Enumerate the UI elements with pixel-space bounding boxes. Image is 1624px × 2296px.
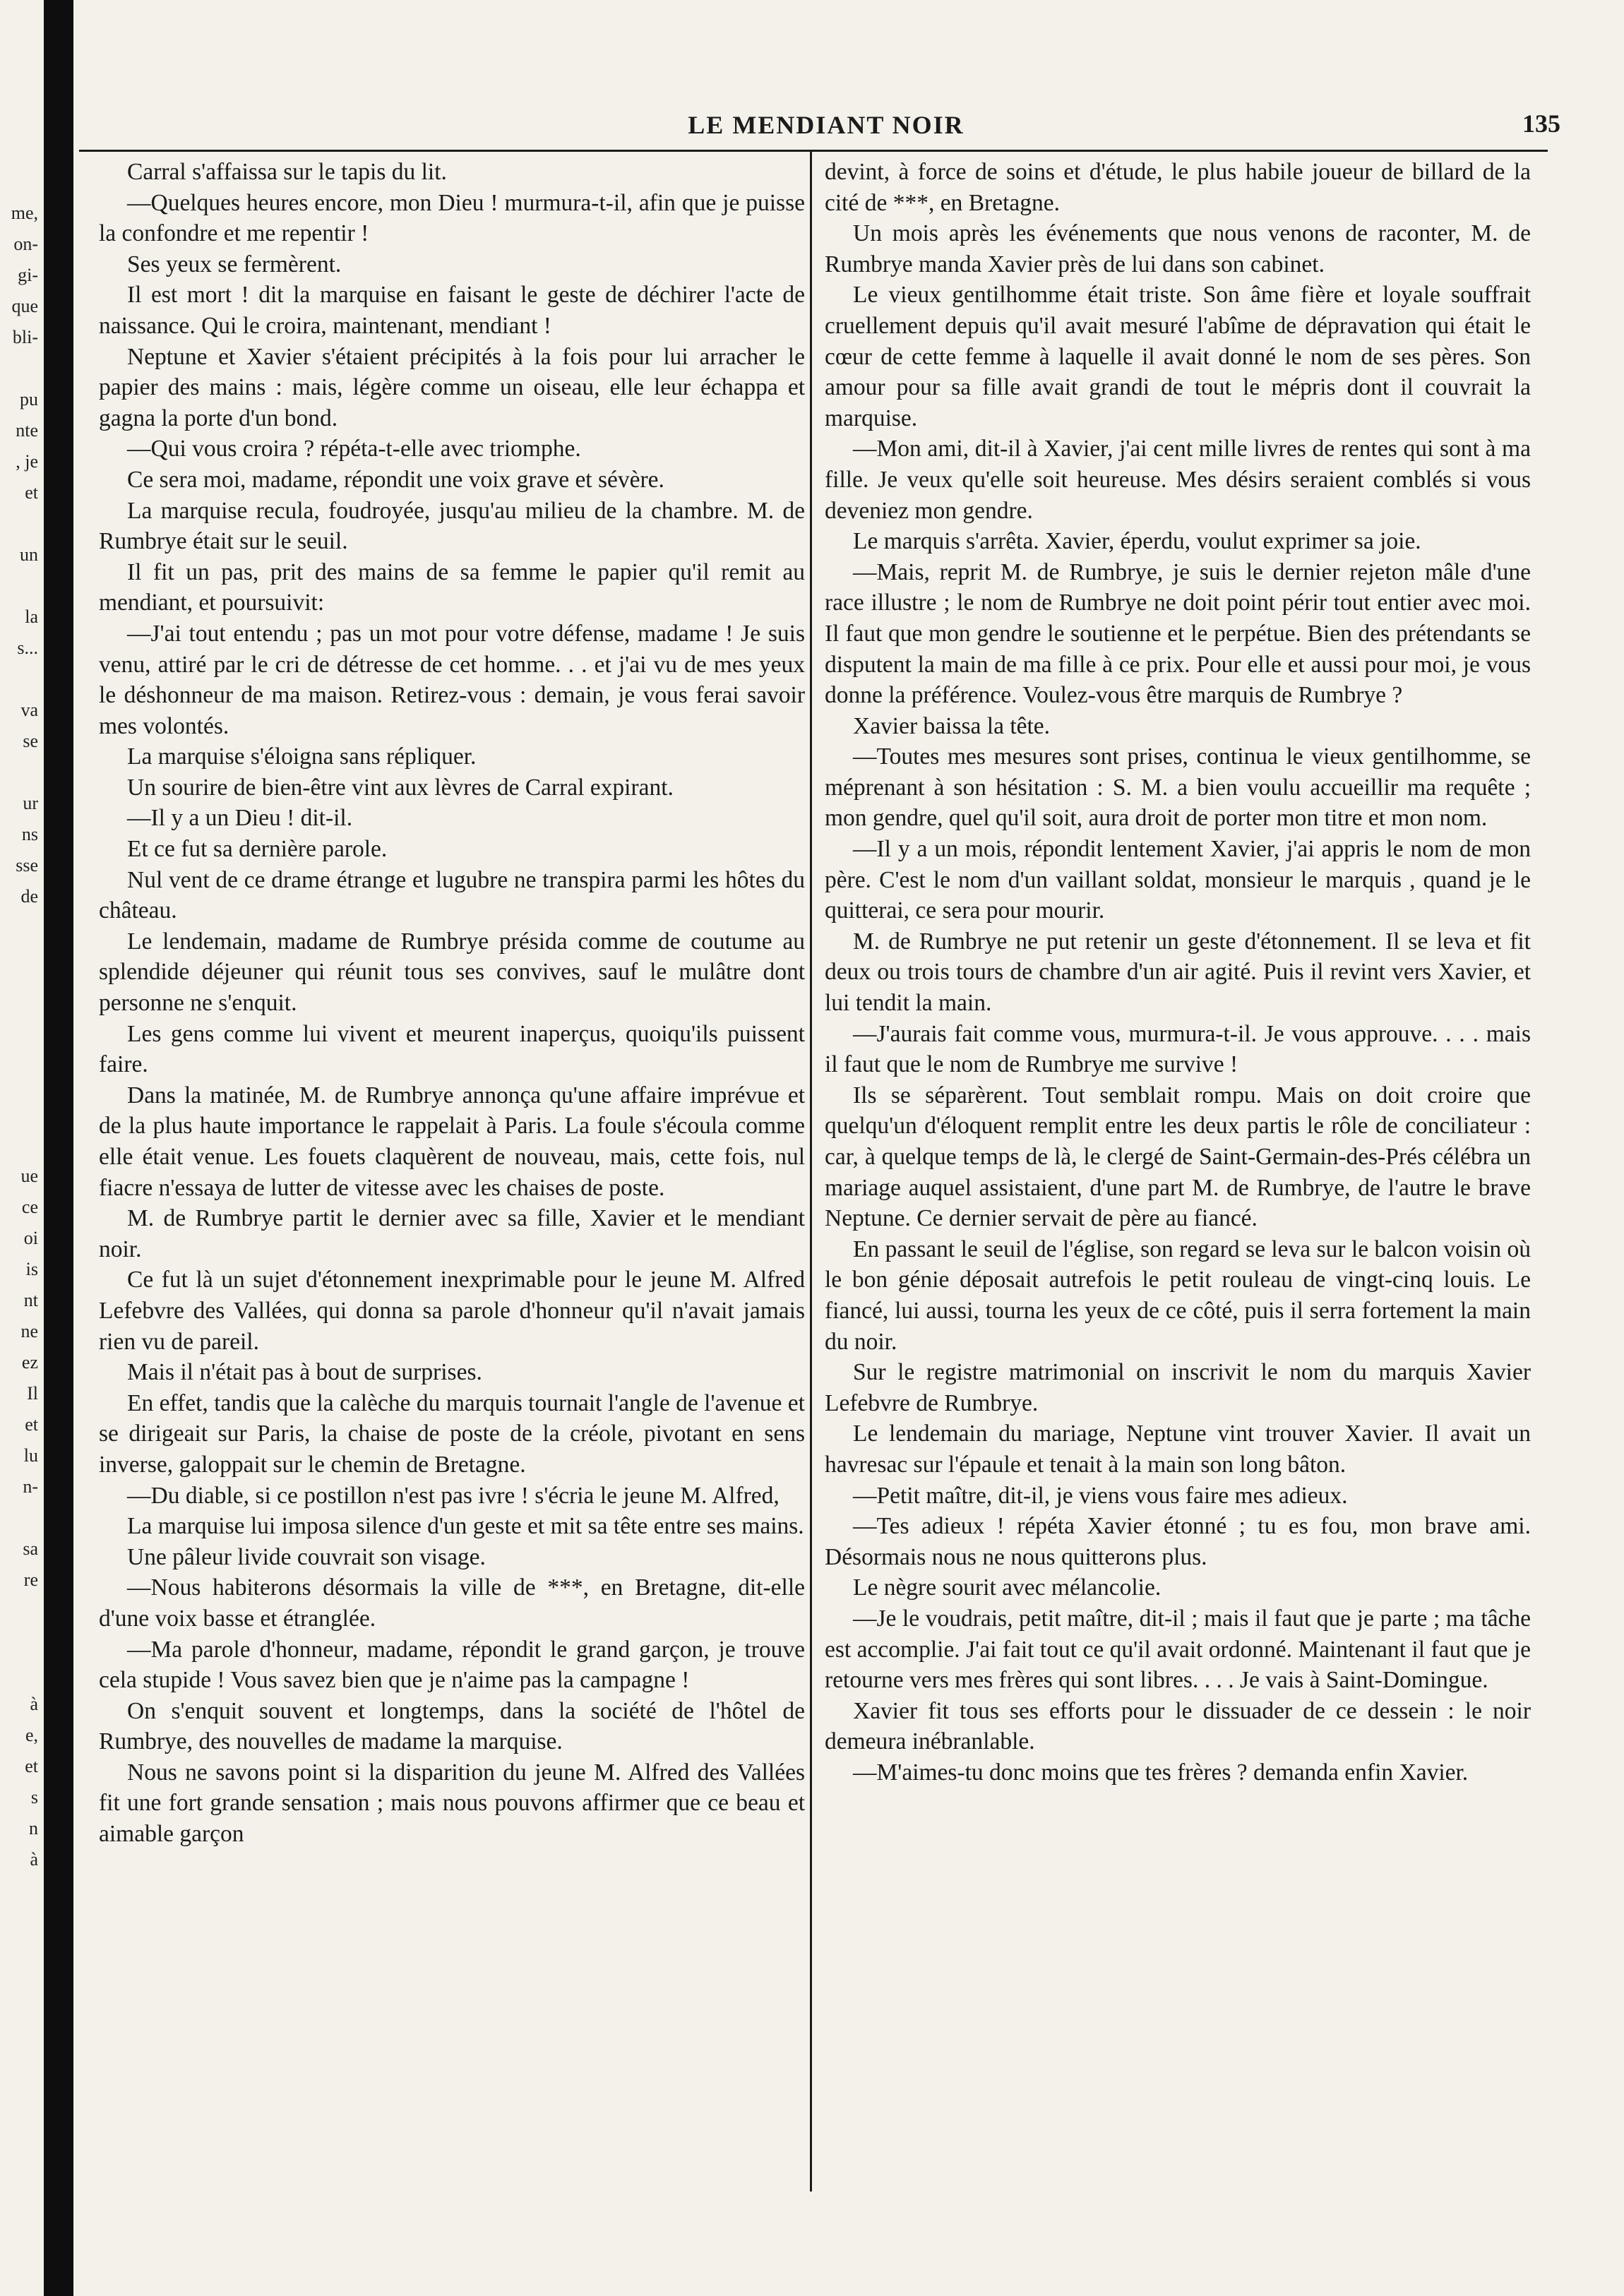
paragraph: En effet, tandis que la calèche du marquis tournait l'angle de l'avenue et se dirigeait sur Paris, la chaise de poste de la créole, pivotant en sens inverse, galoppait sur le chemin de Bretagne. <box>99 1389 805 1478</box>
paragraph: —Nous habiterons désormais la ville de ***, en Bretagne, dit-elle d'une voix basse et étranglée. <box>99 1574 805 1632</box>
fragment-text: n <box>29 1818 38 1838</box>
paragraph: Ses yeux se fermèrent. <box>127 251 342 277</box>
paragraph: M. de Rumbrye partit le dernier avec sa fille, Xavier et le mendiant noir. <box>99 1205 805 1262</box>
paragraph: —Quelques heures encore, mon Dieu ! murmura-t-il, afin que je puisse la confondre et me repentir ! <box>99 189 805 247</box>
running-head: LE MENDIANT NOIR <box>688 111 965 139</box>
fragment-text <box>0 974 41 1005</box>
fragment-text: et <box>25 482 38 503</box>
paragraph: Ce fut là un sujet d'étonnement inexprimable pour le jeune M. Alfred Lefebvre des Vallées, qui donna sa parole d'honneur qu'il n'avait jamais rien vu de pareil. <box>99 1267 805 1355</box>
fragment-text: ue <box>20 1166 38 1186</box>
fragment-text <box>0 1658 41 1689</box>
paragraph: Un sourire de bien-être vint aux lèvres de Carral expirant. <box>127 774 674 801</box>
paragraph: Il fit un pas, prit des mains de sa femme le papier qu'il remit au mendiant, et poursuivit: <box>99 558 805 616</box>
paragraph: Ce sera moi, madame, répondit une voix grave et sévère. <box>127 466 664 493</box>
paragraph: —Mais, reprit M. de Rumbrye, je suis le dernier rejeton mâle d'une race illustre ; le nom de Rumbrye ne doit point périr tout entier avec moi. Il faut que mon gendre le soutienne et le perpétue. Bien des prétendants se disputent la main de ma fille à ce prix. Pour elle et aussi pour moi, je vous donne la préférence. Voulez-vous être marquis de Rumbrye ? <box>825 558 1531 709</box>
paragraph: —Tes adieux ! répéta Xavier étonné ; tu es fou, mon brave ami. Désormais nous ne nous quitterons plus. <box>825 1513 1531 1570</box>
paragraph: —M'aimes-tu donc moins que tes frères ? demanda enfin Xavier. <box>853 1759 1469 1786</box>
fragment-text: ez <box>21 1352 38 1373</box>
paragraph: Les gens comme lui vivent et meurent inaperçus, quoiqu'ils puissent faire. <box>99 1020 805 1078</box>
fragment-text <box>0 1068 41 1099</box>
fragment-text <box>0 353 41 384</box>
paragraph: —Mon ami, dit-il à Xavier, j'ai cent mille livres de rentes qui sont à ma fille. Je veux qu'elle soit heureuse. Mes désirs seraient comblés si vous deveniez mon gendre. <box>825 436 1531 524</box>
fragment-text: s... <box>17 638 38 658</box>
fragment-text: ur <box>23 793 38 813</box>
fragment-text <box>0 664 41 695</box>
paragraph: —Toutes mes mesures sont prises, continua le vieux gentilhomme, se méprenant à son hésitation : S. M. a bien voulu accueillir ma requête ; mon gendre, quel qu'il soit, aura droit de porter mon titre et mon nom. <box>825 743 1531 832</box>
paragraph: —Il y a un Dieu ! dit-il. <box>127 805 353 832</box>
paragraph: Le lendemain, madame de Rumbrye présida comme de coutume au splendide déjeuner qui réunit tous ses convives, sauf le mulâtre dont personne ne s'enquit. <box>99 928 805 1017</box>
fragment-text: et <box>25 1756 38 1776</box>
paragraph: Le marquis s'arrêta. Xavier, éperdu, voulut exprimer sa joie. <box>853 528 1421 555</box>
paragraph: Xavier fit tous ses efforts pour le dissuader de ce dessein : le noir demeura inébranlable. <box>825 1697 1531 1755</box>
paragraph: Ils se séparèrent. Tout semblait rompu. Mais on doit croire que quelqu'un d'éloquent remplit entre les deux partis le rôle de conciliateur : car, à quelque temps de là, le clergé de Saint-Germain-des-Prés célébra un mariage auquel assistaient, d'une part M. de Rumbrye, de l'autre le brave Neptune. Ce dernier servait de père au fiancé. <box>825 1082 1531 1232</box>
fragment-text: s <box>30 1787 38 1807</box>
fragment-text: va <box>20 700 38 720</box>
fragment-text <box>0 1596 41 1627</box>
paragraph: La marquise lui imposa silence d'un geste et mit sa tête entre ses mains. <box>127 1513 804 1540</box>
fragment-text: et <box>25 1414 38 1435</box>
paragraph: On s'enquit souvent et longtemps, dans la société de l'hôtel de Rumbrye, des nouvelles de madame la marquise. <box>99 1697 805 1755</box>
page-header <box>92 106 1560 148</box>
page-number: 135 <box>1522 109 1560 138</box>
paragraph: Xavier baissa la tête. <box>853 712 1051 739</box>
fragment-text: e, <box>25 1725 38 1745</box>
fragment-text <box>0 1005 41 1036</box>
fragment-text: on- <box>13 234 38 254</box>
fragment-text: , je <box>16 451 38 472</box>
paragraph: Un mois après les événements que nous venons de raconter, M. de Rumbrye manda Xavier près de lui dans son cabinet. <box>825 220 1531 277</box>
fragment-text: bli- <box>12 327 38 347</box>
paragraph: —Il y a un mois, répondit lentement Xavier, j'ai appris le nom de mon père. C'est le nom d'un vaillant soldat, monsieur le marquis , quand je le quitterai, ce sera pour mourir. <box>825 836 1531 924</box>
previous-page-fragments <box>0 198 41 2245</box>
fragment-text: à <box>30 1694 38 1714</box>
paragraph: Une pâleur livide couvrait son visage. <box>127 1543 486 1570</box>
paragraph: devint, à force de soins et d'étude, le plus habile joueur de billard de la cité de ***, en Bretagne. <box>825 159 1531 216</box>
paragraph: Carral s'affaissa sur le tapis du lit. <box>127 159 447 185</box>
fragment-text <box>0 757 41 788</box>
paragraph: Dans la matinée, M. de Rumbrye annonça qu'une affaire imprévue et de la plus haute importance le rappelait à Paris. La foule s'écoula comme elle était venue. Les fouets claquèrent de nouveau, mais, cette fois, nul fiacre n'essaya de lutter de vitesse avec les chaises de poste. <box>99 1082 805 1201</box>
fragment-text: nte <box>16 420 38 441</box>
paragraph: Nul vent de ce drame étrange et lugubre ne transpira parmi les hôtes du château. <box>99 866 805 924</box>
paragraph: Et ce fut sa dernière parole. <box>127 836 388 863</box>
paragraph: —Ma parole d'honneur, madame, répondit le grand garçon, je trouve cela stupide ! Vous savez bien que je n'aime pas la campagne ! <box>99 1636 805 1694</box>
fragment-text: ns <box>21 824 38 844</box>
fragment-text: is <box>25 1259 38 1279</box>
paragraph: —Du diable, si ce postillon n'est pas ivre ! s'écria le jeune M. Alfred, <box>127 1482 780 1509</box>
header-rule <box>79 150 1548 152</box>
fragment-text: se <box>23 731 38 751</box>
paragraph: —J'aurais fait comme vous, murmura-t-il. Je vous approuve. . . . mais il faut que le nom de Rumbrye me survive ! <box>825 1020 1531 1078</box>
fragment-text: sa <box>23 1538 38 1559</box>
left-column <box>99 157 805 1850</box>
fragment-text: ce <box>21 1197 38 1217</box>
fragment-text: nt <box>23 1290 38 1310</box>
fragment-text <box>0 912 41 943</box>
paragraph: —J'ai tout entendu ; pas un mot pour votre défense, madame ! Je suis venu, attiré par le cri de détresse de cet homme. . . et j'ai vu de mes yeux le déshonneur de ma maison. Retirez-vous : demain, je vous ferai savoir mes volontés. <box>99 620 805 739</box>
fragment-text: oi <box>23 1228 38 1248</box>
fragment-text <box>0 1627 41 1658</box>
paragraph: Neptune et Xavier s'étaient précipités à la fois pour lui arracher le papier des mains : mais, légère comme un oiseau, elle leur échappa et gagna la porte d'un bond. <box>99 343 805 431</box>
column-divider <box>810 151 812 2192</box>
fragment-text: un <box>20 544 38 565</box>
paragraph: —Qui vous croira ? répéta-t-elle avec triomphe. <box>127 436 581 462</box>
right-column <box>825 157 1531 1788</box>
paragraph: Sur le registre matrimonial on inscrivit le nom du marquis Xavier Lefebvre de Rumbrye. <box>825 1359 1531 1416</box>
fragment-text <box>0 1130 41 1161</box>
paragraph: En passant le seuil de l'église, son regard se leva sur le balcon voisin où le bon génie déposait autrefois le petit rouleau de vingt-cinq louis. Le fiancé, lui aussi, tourna les yeux de ce côté, puis il serra fortement la main du noir. <box>825 1236 1531 1355</box>
fragment-text: à <box>30 1849 38 1870</box>
paragraph: La marquise s'éloigna sans répliquer. <box>127 743 477 770</box>
paragraph: Nous ne savons point si la disparition du jeune M. Alfred des Vallées fit une fort grande sensation ; mais nous pouvons affirmer que ce beau et aimable garçon <box>99 1759 805 1848</box>
book-binding-shadow <box>44 0 73 2296</box>
fragment-text <box>0 1099 41 1130</box>
fragment-text: gi- <box>18 265 38 285</box>
paragraph: Mais il n'était pas à bout de surprises. <box>127 1359 482 1386</box>
paragraph: La marquise recula, foudroyée, jusqu'au milieu de la chambre. M. de Rumbrye était sur le seuil. <box>99 497 805 555</box>
paragraph: Le nègre sourit avec mélancolie. <box>853 1574 1162 1601</box>
fragment-text <box>0 508 41 539</box>
fragment-text: la <box>25 606 38 627</box>
paragraph: —Petit maître, dit-il, je viens vous faire mes adieux. <box>853 1482 1348 1509</box>
fragment-text: pu <box>20 389 38 409</box>
fragment-text <box>0 943 41 974</box>
fragment-text: sse <box>16 855 38 875</box>
fragment-text <box>0 1036 41 1068</box>
fragment-text: n- <box>23 1476 38 1497</box>
paragraph: M. de Rumbrye ne put retenir un geste d'étonnement. Il se leva et fit deux ou trois tours de chambre d'un air agité. Puis il revint vers Xavier, et lui tendit la main. <box>825 928 1531 1017</box>
fragment-text <box>0 1502 41 1533</box>
fragment-text: Il <box>27 1383 38 1404</box>
fragment-text: me, <box>11 203 38 223</box>
paragraph: Il est mort ! dit la marquise en faisant le geste de déchirer l'acte de naissance. Qui le croira, maintenant, mendiant ! <box>99 282 805 339</box>
fragment-text: que <box>11 296 38 316</box>
paragraph: Le vieux gentilhomme était triste. Son âme fière et loyale souffrait cruellement depuis qu'il avait mesuré l'abîme de dépravation qui était le cœur de cette femme à laquelle il avait donné le nom de ses pères. Son amour pour sa fille avait grandi de tout le mépris dont il couvrait la marquise. <box>825 282 1531 431</box>
fragment-text: re <box>23 1569 38 1590</box>
fragment-text <box>0 570 41 602</box>
fragment-text: lu <box>23 1445 38 1466</box>
fragment-text: ne <box>20 1321 38 1341</box>
paragraph: Le lendemain du mariage, Neptune vint trouver Xavier. Il avait un havresac sur l'épaule et tenait à la main son long bâton. <box>825 1421 1531 1478</box>
paragraph: —Je le voudrais, petit maître, dit-il ; mais il faut que je parte ; ma tâche est accomplie. J'ai fait tout ce qu'il avait ordonné. Maintenant il faut que je retourne vers mes frères qui sont libres. . . . Je vais à Saint-Domingue. <box>825 1605 1531 1694</box>
fragment-text: de <box>20 886 38 907</box>
